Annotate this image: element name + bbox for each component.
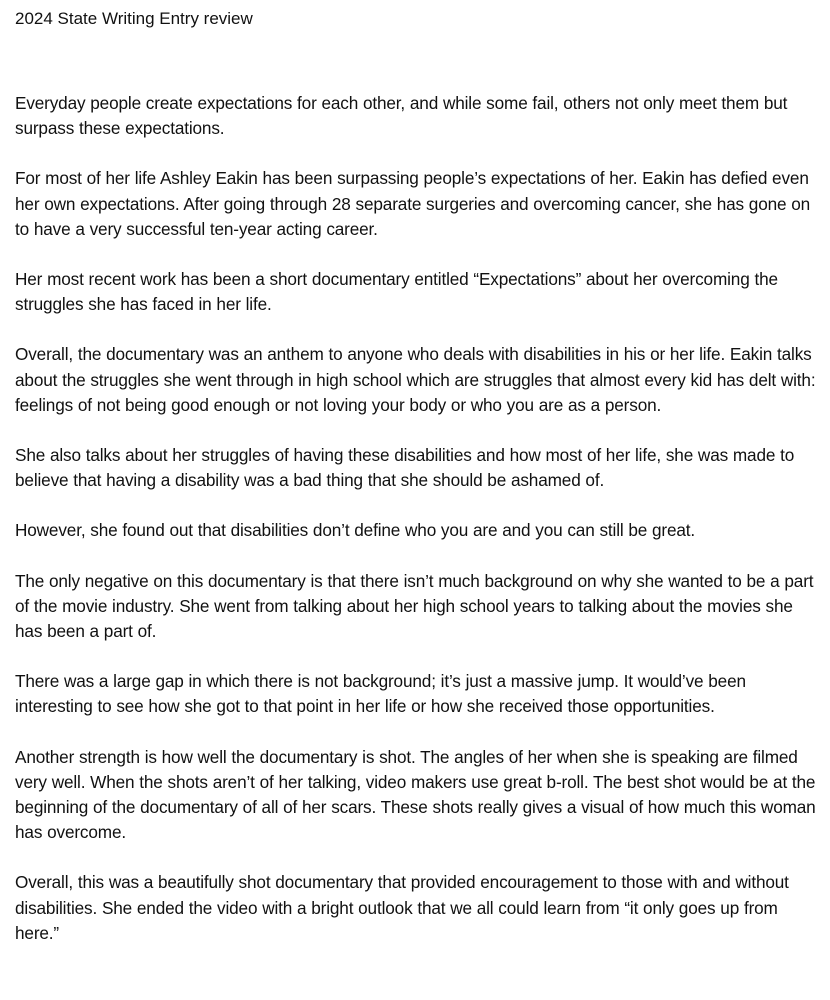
- paragraph: Another strength is how well the documentary is shot. The angles of her when she is speaking are filmed very well. When the shots aren’t of her talking, video makers use great b-roll. The best shot would be at the beginning of the documentary of all of her scars. These shots really gives a visual of how much this woman has overcome.: [15, 746, 816, 843]
- document-title: 2024 State Writing Entry review: [15, 9, 253, 28]
- paragraph: She also talks about her struggles of having these disabilities and how most of her life, she was made to believe that having a disability was a bad thing that she should be ashamed of.: [15, 445, 795, 491]
- paragraph: The only negative on this documentary is that there isn’t much background on why she wanted to be a part of the movie industry. She went from talking about her high school years to talking about the movies she has been a part of.: [15, 570, 814, 642]
- document-body: [15, 91, 816, 946]
- paragraph: Overall, the documentary was an anthem to anyone who deals with disabilities in his or her life. Eakin talks about the struggles she went through in high school which are struggles that almost every kid has delt with: feelings of not being good enough or not loving your body or who you are as a person.: [15, 344, 816, 415]
- paragraph: Her most recent work has been a short documentary entitled “Expectations” about her overcoming the struggles she has faced in her life.: [15, 269, 778, 315]
- paragraph: For most of her life Ashley Eakin has been surpassing people’s expectations of her. Eakin has defied even her own expectations. After going through 28 separate surgeries and overcoming cancer, she has gone on to have a very successful ten-year acting career.: [15, 168, 811, 239]
- paragraph: There was a large gap in which there is not background; it’s just a massive jump. It would’ve been interesting to see how she got to that point in her life or how she received those opportunities.: [15, 671, 746, 717]
- paragraph: However, she found out that disabilities don’t define who you are and you can still be great.: [15, 520, 696, 541]
- paragraph: Overall, this was a beautifully shot documentary that provided encouragement to those with and without disabilities. She ended the video with a bright outlook that we all could learn from “it only goes up from here.”: [15, 872, 789, 943]
- paragraph: Everyday people create expectations for each other, and while some fail, others not only meet them but surpass these expectations.: [15, 93, 788, 139]
